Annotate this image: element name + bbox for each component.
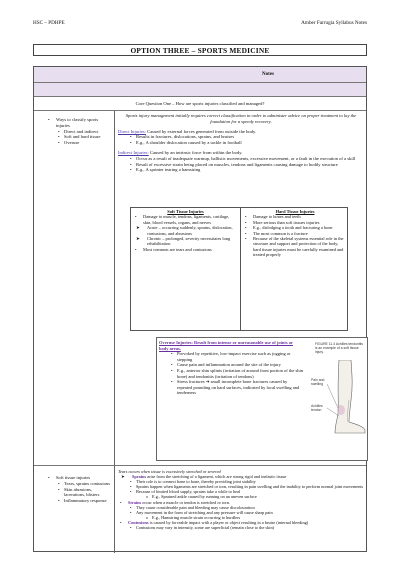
hard-tissue-heading: Hard Tissue Injuries [275, 209, 315, 214]
sprains-example: o E.g., Sprained ankle caused by running on an uneven surface [118, 494, 364, 499]
column-divider [114, 111, 115, 465]
overuse-point: • E.g., anterior shin splints (irritation of around front portion of the shin bone) and tendonitis (irritation of tendons) [159, 368, 303, 379]
overuse-point: • Stress fractures ➔ small incomplete bone fractures caused by repeated pounding on hard surfaces, indicated by local swelling and tenderness [159, 379, 303, 396]
overuse-text [159, 340, 303, 396]
sprains-point: • Sprains happen when ligaments are stretched or torn, resulting in pain swelling and the inability to perform normal joint movements [118, 484, 364, 489]
spacer-row [34, 83, 366, 97]
strains-example: o E.g., Hamstring muscle strain occurring to hurdlers [118, 515, 364, 520]
notes-label: Notes [262, 72, 274, 77]
page-title: OPTION THREE – SPORTS MEDICINE [33, 44, 367, 56]
notes-header-row [34, 67, 366, 83]
strains-heading: Strains [128, 499, 142, 505]
strains-point: • Any movement in the form of stretching and any pressure will cause sharp pain [118, 510, 364, 515]
soft-tissue-column [131, 208, 240, 252]
strains-point: • They cause considerable pain and bleeding may cause discolouration [118, 505, 364, 510]
key-question: Core Question One – How are sports injuries classified and managed? [135, 101, 265, 106]
indirect-point: • Result of excessive strain being placed on muscles, tendons and ligaments causing damage to bodily structure [118, 162, 364, 168]
figure-label: Achilles tendon [311, 404, 323, 412]
topic-subitem: • Tears, sprains contusions [46, 481, 110, 487]
indirect-point: • E.g., A sprinter tearing a hamstring [118, 167, 364, 173]
intro-text: Sports injury management initially requires correct classification in order to administer advice on proper treatment to lay the foundation for a speedy recovery. [125, 113, 357, 124]
figure-caption: FIGURE 11.4 Achilles tendonitis is an example of a soft tissue injury. [315, 342, 363, 354]
header-course: HSC – PDHPE [33, 20, 65, 26]
sprains-point: • Because of limited blood supply, sprains take a while to heal [118, 489, 364, 494]
contusions-heading: Contusions [128, 519, 149, 525]
strains-text: occur when a muscle or tendon is stretched or torn. [141, 499, 231, 505]
hard-tissue-column [241, 208, 349, 258]
section2-topics [34, 471, 114, 504]
figure-label: Pain and swelling [311, 378, 325, 386]
overuse-point: • Cause pain and inflammation around the site of the injury [159, 362, 303, 368]
section1-topics [34, 113, 114, 146]
topic-item: • Soft tissue injuries [46, 475, 110, 481]
tears-intro: Tears occurs when tissue is excessively stretched or severed [118, 469, 221, 474]
notes-table [33, 66, 367, 552]
topic-subitem: • Overuse [46, 140, 110, 146]
overuse-heading: Overuse Injuries: Result from intense or unreasonable use of joints or body areas. [159, 340, 293, 351]
hard-tissue-point: • More serious than soft tissues injuries [243, 220, 347, 225]
topic-item: • Ways to classify sports injuries [46, 117, 110, 129]
contusions-point: • Contusions may vary in intensity, some are superficial (remain close to the skin) [118, 525, 364, 530]
indirect-injuries-heading: Indirect Injuries: [118, 149, 149, 155]
direct-injuries-heading: Direct Injuries: [118, 128, 146, 134]
sprains-point: • Their role is to connect bone to bone, thereby providing joint stability [118, 479, 364, 484]
soft-tissue-point: • Damage to muscle, tendons, ligaments, cartilage, skin, blood vessels, organs, and nerves [133, 214, 238, 225]
direct-point: • Results in fractures, dislocations, sprains, and bruises [118, 134, 364, 140]
key-question-row [34, 97, 366, 111]
hard-tissue-point: • The most common is a fracture [243, 231, 347, 236]
section1-notes [118, 113, 364, 173]
hard-tissue-point: • E.g., dislodging a tooth and fracturing a bone [243, 225, 347, 230]
topic-subitem: • Soft and hard tissue [46, 134, 110, 140]
direct-point: • E.g., A shoulder dislocation caused by a tackle in football [118, 140, 364, 146]
soft-tissue-point: ➤ Chronic – prolonged, severity necessitates long rehabilitation [133, 236, 238, 247]
topic-subitem: • Skin abrasions, lacerations, blisters [46, 487, 110, 499]
achilles-leg-illustration [327, 360, 367, 434]
overuse-box [156, 337, 368, 461]
soft-tissue-point: • Most common are tears and contusions [133, 247, 238, 252]
contusions-text: is caused by forceable impact with a player or object resulting in a bruise (internal bleeding) [148, 519, 309, 525]
soft-tissue-heading: Soft Tissue Injuries [167, 209, 204, 214]
section2-notes [118, 469, 364, 530]
hard-tissue-point: • Because of the skeletal systems essential role in the structure and support and protection of the body, hard tissue injuries must be carefully examined and treated properly [243, 236, 347, 258]
indirect-injuries-text: Caused by an intrinsic force from within the body. [148, 149, 243, 155]
indirect-point: • Occur as a result of inadequate warmup, ballistic movements, excessive movement, or a fault in the execution of a skill [118, 156, 364, 162]
header-author: Amber Farrugia Syllabus Notes [301, 20, 367, 26]
sprains-heading: Sprains [132, 474, 147, 480]
topic-subitem: • Direct and indirect [46, 129, 110, 135]
soft-tissue-point: ➤ Acute – occurring suddenly, sprains, dislocation, contusions, and abrasions [133, 225, 238, 236]
direct-injuries-text: Caused by external forces generated from outside the body. [145, 128, 257, 134]
tissue-comparison-table [130, 207, 348, 331]
sprains-text: arise from the stretching of a ligament, which are strong rigid and inelastic tissue [146, 474, 287, 480]
topic-subitem: • Inflammatory response [46, 498, 110, 504]
page-header [33, 20, 367, 26]
column-divider [114, 465, 115, 553]
overuse-point: • Provoked by repetitive, low-impact exercise such as jogging or stepping [159, 351, 303, 362]
hard-tissue-point: • Damage to bones and teeth [243, 214, 347, 219]
section-divider [34, 465, 366, 466]
